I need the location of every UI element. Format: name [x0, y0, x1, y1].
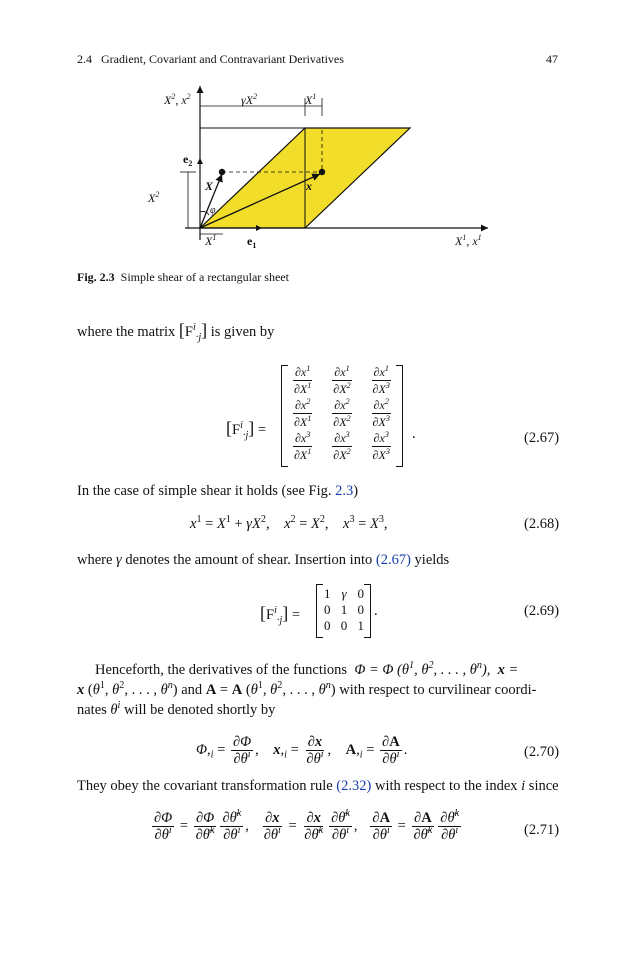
shear-matrix: 1 γ 0 0 1 0 0 0 1	[324, 586, 364, 633]
svg-text:γX2: $\gamma X^2$	[241, 92, 258, 107]
paragraph-covariant-rule: They obey the covariant transformation rule (2.32) with respect to the index i since	[77, 778, 559, 794]
svg-text:X: X	[205, 179, 214, 193]
equation-2-70: $\Phi,_i$ = $\frac{\partial\Phi}{\partial\theta^i}$ , $x,_i$ = $\frac{\partial x}{\partial\theta^i}$ , $A,_i$ = $\frac{\partial A}{\partial\theta^i}$ .	[196, 734, 408, 767]
svg-text:e2: $e_2$	[183, 152, 193, 168]
section-title: Gradient, Covariant and Contravariant Derivatives	[101, 52, 344, 66]
equation-number: (2.68)	[524, 516, 560, 532]
paragraph-simple-shear: In the case of simple shear it holds (see Fig. 2.3)	[77, 483, 359, 499]
equation-number: (2.70)	[524, 744, 560, 760]
paragraph-henceforth: Henceforth, the derivatives of the functions Φ = Φ ($\theta^1$, $\theta^2$, . . . , $\theta^n$), x = x ($\theta^1$, $\theta^2$, . . . , $\theta^n$) and A = A ($\theta^1$, $\theta^2$, . . . , $\theta^n$) with respect to curvilinear coordi- nates $\theta^i$ will be denoted shortly by	[77, 660, 537, 718]
svg-text:X1: $X^1$	[305, 92, 317, 107]
equation-2-67-lhs: $[F^i_{\cdot j}]$ =	[226, 418, 267, 441]
point-X	[219, 169, 225, 175]
figure-link[interactable]: 2.3	[335, 483, 354, 499]
section-number: 2.4	[77, 52, 92, 66]
equation-link[interactable]: (2.32)	[336, 778, 372, 794]
point-x	[319, 169, 325, 175]
svg-text:e1: $e_1$	[247, 234, 257, 250]
figure-caption	[77, 270, 289, 285]
equation-2-68: $x^1 = X^1 + \gamma X^2$, $x^2 = X^2$, $x^3 = X^3$,	[190, 514, 388, 532]
equation-2-71: $\frac{\partial\Phi}{\partial\theta^i}$ = $\frac{\partial\Phi}{\partial\thetā^k}$ $\frac{\partial\thetā^k}{\partial\theta^i}$ , $\frac{\partial x}{\partial\theta^i}$ = $\frac{\partial x}{\partial\thetā^k}$ $\frac{\partial\thetā^k}{\partial\theta^i}$ , $\frac{\partial A}{\partial\theta^i}$ = $\frac{\partial A}{\partial\thetā^k}$ $\frac{\partial\thetā^k}{\partial\theta^i}$	[154, 808, 460, 843]
equation-number: (2.69)	[524, 603, 560, 619]
paragraph-matrix-intro: where the matrix $[F^i_{\cdot j}]$ is given by	[77, 320, 275, 343]
page-number: 47	[546, 52, 558, 66]
svg-text:X1, x1: $X^1$, $x^1$	[455, 233, 482, 248]
equation-link[interactable]: (2.67)	[375, 552, 411, 568]
equation-number: (2.71)	[524, 822, 560, 838]
svg-text:X2, x2: $X^2$, $x^2$	[164, 92, 191, 107]
caption-text: Simple shear of a rectangular sheet	[120, 270, 289, 284]
equation-2-69-lhs: $[F^i_{\cdot j}]$ =	[260, 603, 301, 626]
paragraph-insertion: where γ denotes the amount of shear. Insertion into (2.67) yields	[77, 552, 450, 568]
svg-text:φ: φ	[210, 205, 216, 216]
equation-number: (2.67)	[524, 430, 560, 446]
svg-text:X2: $X^2$	[148, 190, 160, 205]
shear-figure	[0, 0, 638, 270]
svg-text:X1: $X^1$	[205, 233, 217, 248]
jacobian-matrix: $\frac{\partial x^1}{\partial X^1}$ $\frac{\partial x^1}{\partial X^2}$ $\frac{\partial x^1}{\partial X^3}$ $\frac{\partial x^2}{\partial X^1}$ $\frac{\partial x^2}{\partial X^2}$ $\frac{\partial x^2}{\partial X^3}$ $\frac{\partial x^3}{\partial X^1}$ $\frac{\partial x^3}{\partial X^2}$ $\frac{\partial x^3}{\partial X^3}$	[294, 364, 390, 462]
caption-label: Fig. 2.3	[77, 270, 115, 284]
svg-text:x: x	[306, 179, 312, 193]
